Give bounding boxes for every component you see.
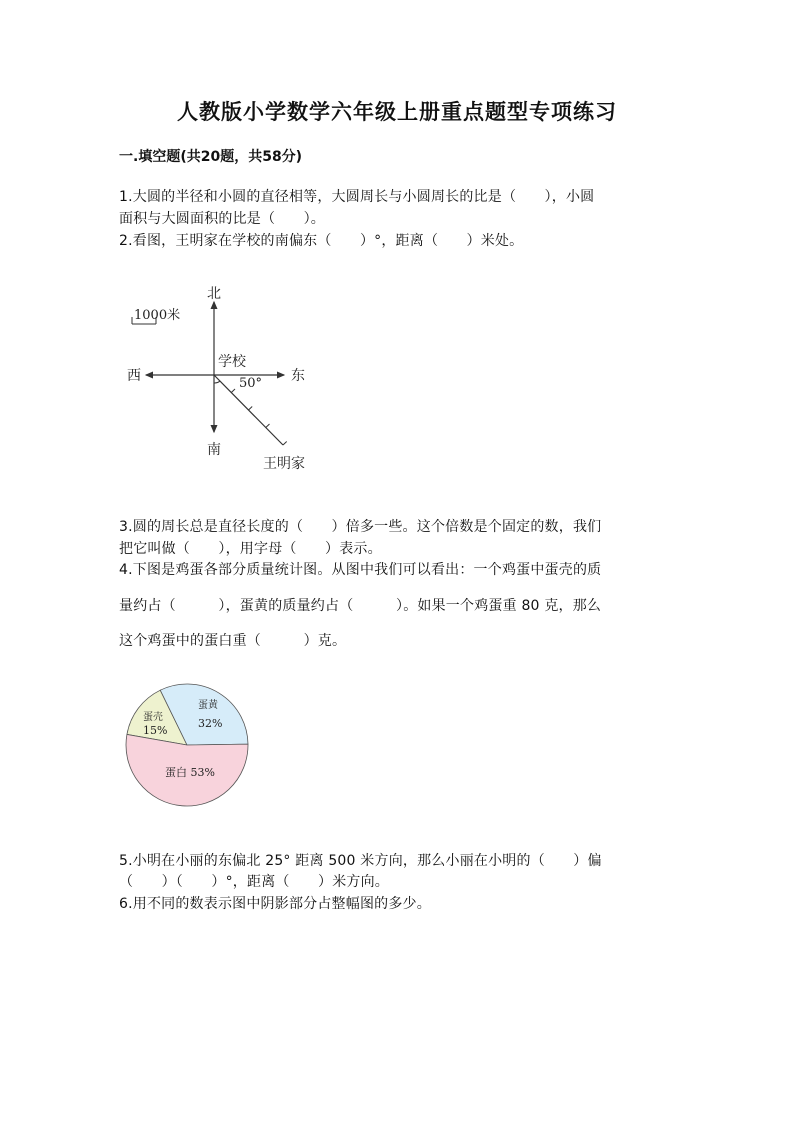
south-label: 南 xyxy=(207,442,221,458)
q6-line1: 6.用不同的数表示图中阴影部分占整幅图的多少。 xyxy=(119,896,431,912)
west-label: 西 xyxy=(127,368,141,384)
q2-line1: 2.看图，王明家在学校的南偏东（ ）°，距离（ ）米处。 xyxy=(119,233,524,249)
scale-label: 1000米 xyxy=(134,308,181,323)
compass-figure xyxy=(118,282,328,474)
slice-label-white: 蛋白 53% xyxy=(165,766,215,779)
q1-line2: 面积与大圆面积的比是（ ）。 xyxy=(119,211,325,227)
slice-label-yolk-value: 32% xyxy=(198,717,223,730)
slice-label-shell-value: 15% xyxy=(143,724,168,737)
q3-line1: 3.圆的周长总是直径长度的（ ）倍多一些。这个倍数是个固定的数，我们 xyxy=(119,519,602,535)
q3-line2: 把它叫做（ ），用字母（ ）表示。 xyxy=(119,541,382,557)
q4-line2: 量约占（ ），蛋黄的质量约占（ ）。如果一个鸡蛋重 80 克，那么 xyxy=(119,598,602,614)
segment-ticks xyxy=(231,389,286,445)
q5-line1: 5.小明在小丽的东偏北 25° 距离 500 米方向，那么小丽在小明的（ ）偏 xyxy=(119,853,602,869)
slice-label-shell-name: 蛋壳 xyxy=(143,712,163,723)
east-label: 东 xyxy=(291,368,305,384)
destination-label: 王明家 xyxy=(263,456,305,472)
q5-line2: （ ）（ ）°，距离（ ）米方向。 xyxy=(119,874,389,890)
q4-line1: 4.下图是鸡蛋各部分质量统计图。从图中我们可以看出：一个鸡蛋中蛋壳的质 xyxy=(119,562,602,578)
q1-line1: 1.大圆的半径和小圆的直径相等，大圆周长与小圆周长的比是（ ），小圆 xyxy=(119,189,595,205)
angle-label: 50° xyxy=(239,376,263,391)
section-heading: 一.填空题(共20题，共58分) xyxy=(119,149,303,165)
q4-line3: 这个鸡蛋中的蛋白重（ ）克。 xyxy=(119,633,347,649)
slice-label-yolk-name: 蛋黄 xyxy=(198,700,218,711)
north-label: 北 xyxy=(207,286,221,302)
angle-arc xyxy=(214,381,220,383)
egg-pie-chart xyxy=(119,681,255,811)
page-title: 人教版小学数学六年级上册重点题型专项练习 xyxy=(177,99,617,124)
origin-label: 学校 xyxy=(218,354,246,370)
